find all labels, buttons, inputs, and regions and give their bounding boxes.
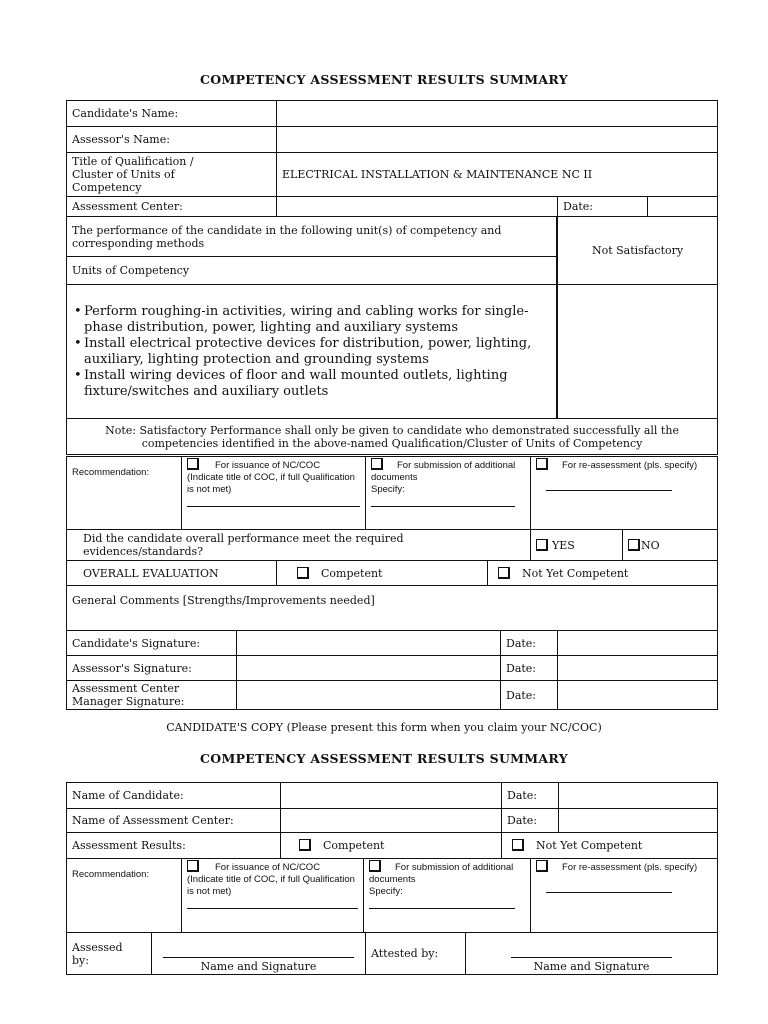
assessor-signature-label: Assessor's Signature: — [67, 656, 237, 681]
rec-issuance-note: (Indicate title of COC, if full Qualification is not met) — [187, 472, 355, 495]
checkbox-icon[interactable] — [369, 860, 381, 872]
name-of-candidate-field[interactable] — [281, 783, 502, 809]
rec-issuance-option[interactable] — [182, 859, 364, 933]
unit-item: • Install electrical protective devices for distribution, power, lighting, auxiliary, lighting protection and grounding systems — [72, 336, 551, 368]
checkbox-icon[interactable] — [299, 839, 311, 851]
coc-title-line[interactable] — [187, 502, 360, 507]
assessment-center-field[interactable] — [277, 197, 558, 217]
overall-evaluation-table — [66, 560, 718, 586]
competent-option[interactable] — [277, 561, 488, 586]
date-field[interactable] — [558, 631, 718, 656]
qualification-value: ELECTRICAL INSTALLATION & MAINTENANCE NC II — [277, 153, 718, 197]
attested-by-signature[interactable] — [466, 933, 718, 975]
assessed-by-signature[interactable] — [152, 933, 366, 975]
date-label: Date: — [501, 681, 558, 710]
name-and-signature-caption: Name and Signature — [200, 960, 317, 973]
candidate-name-label: Candidate's Name: — [67, 101, 277, 127]
name-of-candidate-label: Name of Candidate: — [67, 783, 281, 809]
rec-specify-label: Specify: — [371, 484, 405, 495]
date-label: Date: — [501, 631, 558, 656]
assessment-results-label: Assessment Results: — [67, 833, 281, 859]
date-field[interactable] — [648, 197, 718, 217]
yes-label: YES — [552, 538, 575, 552]
not-yet-competent-option[interactable] — [488, 561, 718, 586]
specify-line[interactable] — [369, 904, 515, 909]
overall-evaluation-label: OVERALL EVALUATION — [67, 561, 277, 586]
checkbox-icon[interactable] — [187, 458, 199, 470]
competent-option[interactable] — [281, 833, 502, 859]
date-field[interactable] — [559, 783, 718, 809]
rec-reassessment-label: For re-assessment (pls. specify) — [562, 460, 698, 471]
recommendation-label: Recommendation: — [67, 457, 182, 530]
not-satisfactory-cell[interactable] — [558, 285, 718, 419]
coc-title-line[interactable] — [187, 904, 358, 909]
competent-label: Competent — [323, 839, 385, 852]
competent-label: Competent — [321, 566, 383, 580]
assessor-name-field[interactable] — [277, 127, 718, 153]
signatures-table — [66, 585, 718, 710]
recommendation-label: Recommendation: — [67, 859, 182, 933]
reassessment-line[interactable] — [546, 888, 672, 893]
rec-issuance-note: (Indicate title of COC, if full Qualification is not met) — [187, 874, 355, 897]
recommendation-table-copy — [66, 858, 718, 933]
attested-by-label: Attested by: — [366, 933, 466, 975]
assessment-center-name-field[interactable] — [281, 809, 502, 833]
date-field[interactable] — [559, 809, 718, 833]
unit-item: • Install wiring devices of floor and wall mounted outlets, lighting fixture/switches and auxiliary outlets — [72, 368, 551, 400]
satisfactory-note: Note: Satisfactory Performance shall only be given to candidate who demonstrated successfully all the competencies identified in the above-named Qualification/Cluster of Units of Competency — [67, 419, 718, 455]
no-label: NO — [641, 538, 660, 552]
form-title: COMPETENCY ASSESSMENT RESULTS SUMMARY — [200, 72, 568, 87]
overall-question-table — [66, 529, 718, 561]
signature-line[interactable] — [163, 953, 354, 958]
not-yet-competent-option[interactable] — [502, 833, 718, 859]
checkbox-icon[interactable] — [536, 458, 548, 470]
date-label: Date: — [558, 197, 648, 217]
checkbox-icon[interactable] — [371, 458, 383, 470]
assessor-signature-field[interactable] — [237, 656, 501, 681]
date-label: Date: — [501, 656, 558, 681]
overall-question: Did the candidate overall performance meet the required evidences/standards? — [67, 530, 531, 561]
assessed-attested-table — [66, 932, 718, 975]
center-manager-signature-label: Assessment Center Manager Signature: — [67, 681, 237, 710]
signature-line[interactable] — [511, 953, 672, 958]
name-and-signature-caption: Name and Signature — [533, 960, 650, 973]
assessment-center-label: Assessment Center: — [67, 197, 277, 217]
candidate-signature-label: Candidate's Signature: — [67, 631, 237, 656]
rec-issuance-option[interactable] — [182, 457, 366, 530]
recommendation-table — [66, 456, 718, 530]
checkbox-icon[interactable] — [536, 860, 548, 872]
checkbox-icon[interactable] — [512, 839, 524, 851]
reassessment-line[interactable] — [546, 486, 672, 491]
checkbox-icon[interactable] — [536, 539, 548, 551]
rec-issuance-label: For issuance of NC/COC — [215, 862, 321, 873]
rec-reassessment-option[interactable] — [531, 859, 718, 933]
performance-intro: The performance of the candidate in the following unit(s) of competency and corresponding methods — [67, 217, 557, 257]
units-list-cell — [67, 285, 557, 419]
not-satisfactory-header: Not Satisfactory — [558, 217, 718, 285]
date-label: Date: — [502, 783, 559, 809]
rec-reassessment-label: For re-assessment (pls. specify) — [562, 862, 698, 873]
specify-line[interactable] — [371, 502, 515, 507]
unit-item: • Perform roughing-in activities, wiring and cabling works for single-phase distribution, power, lighting and auxiliary systems — [72, 304, 551, 336]
qualification-label: Title of Qualification / Cluster of Units of Competency — [67, 153, 277, 197]
center-manager-signature-field[interactable] — [237, 681, 501, 710]
rec-submission-option[interactable] — [364, 859, 531, 933]
checkbox-icon[interactable] — [187, 860, 199, 872]
checkbox-icon[interactable] — [297, 567, 309, 579]
candidate-copy-table — [66, 782, 718, 859]
candidate-copy-note: CANDIDATE'S COPY (Please present this form when you claim your NC/COC) — [166, 721, 602, 734]
rec-submission-option[interactable] — [366, 457, 531, 530]
assessment-center-name-label: Name of Assessment Center: — [67, 809, 281, 833]
assessor-name-label: Assessor's Name: — [67, 127, 277, 153]
not-yet-competent-label: Not Yet Competent — [536, 839, 643, 852]
rec-specify-label: Specify: — [369, 886, 403, 897]
assessed-by-label: Assessed by: — [67, 933, 152, 975]
rec-issuance-label: For issuance of NC/COC — [215, 460, 321, 471]
rec-submission-label: For submission of additional documents — [371, 460, 516, 483]
no-option[interactable] — [623, 530, 718, 561]
rec-reassessment-option[interactable] — [531, 457, 718, 530]
rec-submission-label: For submission of additional documents — [369, 862, 514, 885]
date-field[interactable] — [558, 656, 718, 681]
checkbox-icon[interactable] — [628, 539, 640, 551]
assessment-results-table — [66, 100, 718, 455]
not-yet-competent-label: Not Yet Competent — [522, 566, 629, 580]
candidate-signature-field[interactable] — [237, 631, 501, 656]
candidate-name-field[interactable] — [277, 101, 718, 127]
yes-option[interactable] — [531, 530, 623, 561]
date-label: Date: — [502, 809, 559, 833]
general-comments-label: General Comments [Strengths/Improvements needed] — [67, 586, 718, 631]
units-list — [72, 304, 551, 400]
date-field[interactable] — [558, 681, 718, 710]
checkbox-icon[interactable] — [498, 567, 510, 579]
units-of-competency-label: Units of Competency — [67, 257, 557, 285]
form-title-copy: COMPETENCY ASSESSMENT RESULTS SUMMARY — [200, 751, 568, 766]
